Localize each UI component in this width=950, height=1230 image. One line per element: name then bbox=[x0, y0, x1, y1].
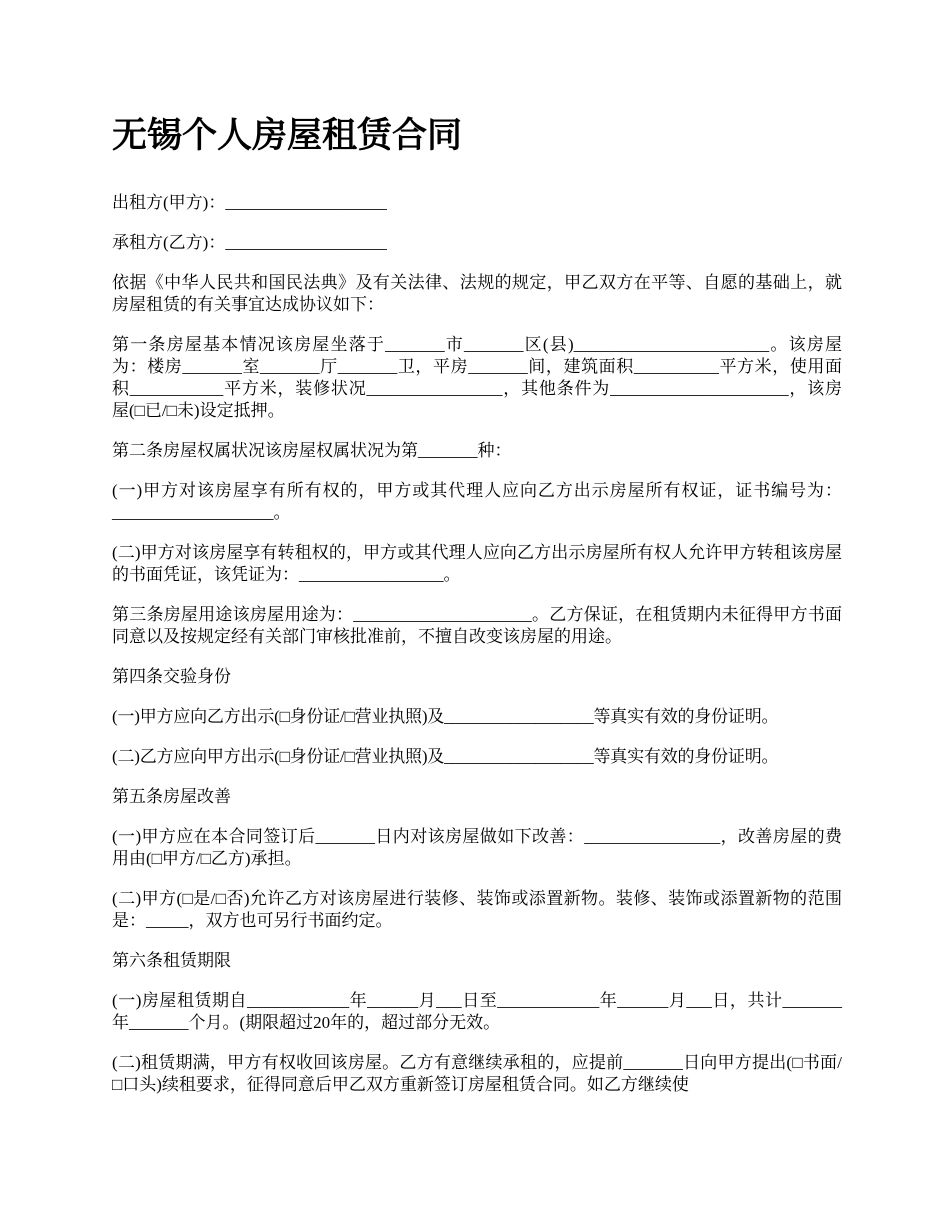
article-6-clause-1: (一)房屋租赁期自____________年______月___日至____________年______月___日，共计_______年_______个月。(期限超过20年的，超过部分无效。 bbox=[112, 991, 842, 1032]
article-6-clause-2: (二)租赁期满，甲方有权收回该房屋。乙方有意继续承租的，应提前_______日向甲方提出(□书面/□口头)续租要求，征得同意后甲乙双方重新签订房屋租赁合同。如乙方继续使 bbox=[112, 1053, 842, 1094]
article-4-clause-2: (二)乙方应向甲方出示(□身份证/□营业执照)及__________________等真实有效的身份证明。 bbox=[112, 747, 779, 766]
contract-title: 无锡个人房屋租赁合同 bbox=[112, 116, 463, 155]
contract-page bbox=[112, 110, 842, 1114]
article-5-heading: 第五条房屋改善 bbox=[112, 787, 231, 806]
article-4-clause-1: (一)甲方应向乙方出示(□身份证/□营业执照)及__________________等真实有效的身份证明。 bbox=[112, 707, 779, 726]
article-2-clause-1: (一)甲方对该房屋享有所有权的，甲方或其代理人应向乙方出示房屋所有权证，证书编号为：___________________。 bbox=[112, 481, 842, 522]
lessee-line: 承租方(乙方)：___________________ bbox=[112, 233, 387, 252]
article-2-clause-2: (二)甲方对该房屋享有转租权的，甲方或其代理人应向乙方出示房屋所有权人允许甲方转租该房屋的书面凭证，该凭证为：_________________。 bbox=[112, 543, 842, 584]
article-3-paragraph: 第三条房屋用途该房屋用途为：_____________________。乙方保证，在租赁期内未征得甲方书面同意以及按规定经有关部门审核批准前，不擅自改变该房屋的用途。 bbox=[112, 605, 842, 646]
article-4-heading: 第四条交验身份 bbox=[112, 667, 231, 686]
lessor-line: 出租方(甲方)：___________________ bbox=[112, 193, 387, 212]
article-5-clause-2: (二)甲方(□是/□否)允许乙方对该房屋进行装修、装饰或添置新物。装修、装饰或添置新物的范围是：_____，双方也可另行书面约定。 bbox=[112, 889, 842, 930]
preamble-paragraph: 依据《中华人民共和国民法典》及有关法律、法规的规定，甲乙双方在平等、自愿的基础上，就房屋租赁的有关事宜达成协议如下： bbox=[112, 273, 842, 314]
article-5-clause-1: (一)甲方应在本合同签订后_______日内对该房屋做如下改善：________________，改善房屋的费用由(□甲方/□乙方)承担。 bbox=[112, 827, 842, 868]
article-1-paragraph: 第一条房屋基本情况该房屋坐落于_______市_______区(县)_______________________。该房屋为：楼房_______室_______厅_______卫，平房_______间，建筑面积__________平方米，使用面积___________平方米，装修状况________________，其他条件为_____________________，该房屋(□已/□未)设定抵押。 bbox=[112, 335, 842, 420]
article-6-heading: 第六条租赁期限 bbox=[112, 951, 231, 970]
article-2-heading: 第二条房屋权属状况该房屋权属状况为第_______种： bbox=[112, 441, 512, 460]
